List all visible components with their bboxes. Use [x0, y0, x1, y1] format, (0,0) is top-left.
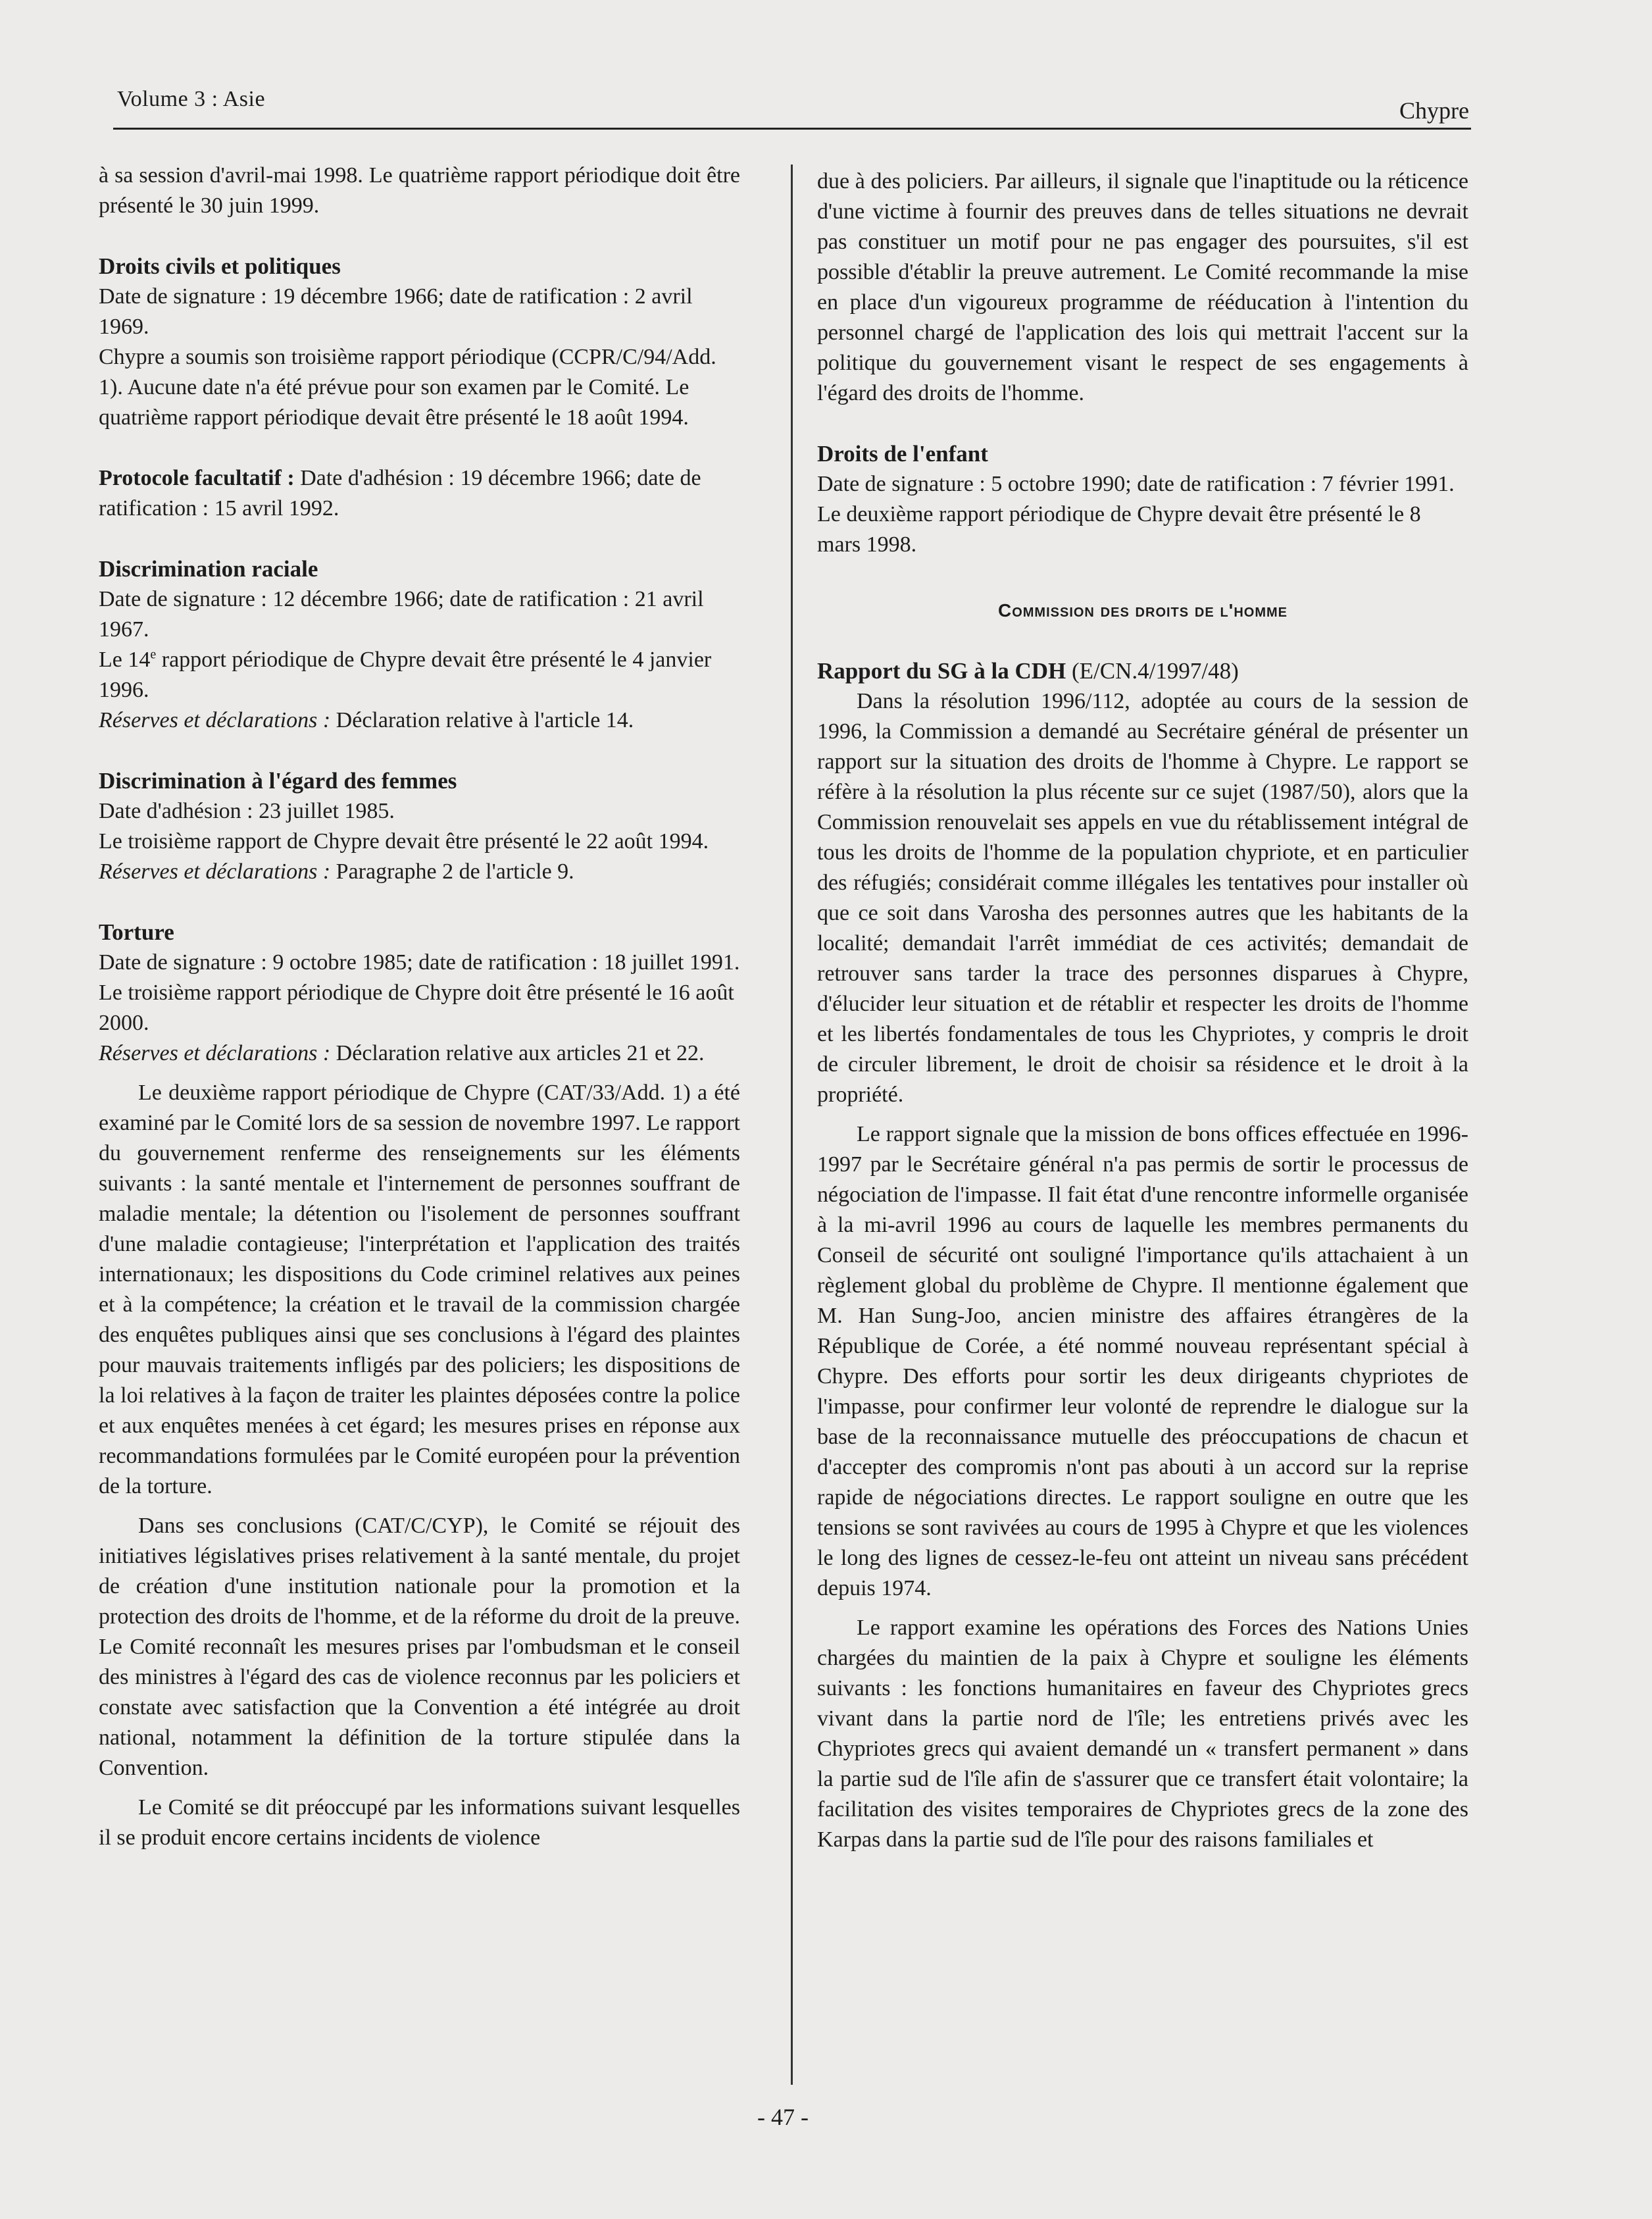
femmes-report: Le troisième rapport de Chypre devait être présenté le 22 août 1994. — [99, 829, 709, 854]
raciale-report-a: Le 14 — [99, 648, 151, 672]
right-column — [817, 166, 1468, 1855]
femmes-reserves — [99, 857, 740, 887]
raciale-report — [99, 645, 740, 705]
heading-torture: Torture — [99, 919, 174, 945]
body-paragraph: Le deuxième rapport périodique de Chypre (CAT/33/Add. 1) a été examiné par le Comité lors de sa session de novembre 1997. Le rapport du gouvernement renferme des renseignements sur les éléments suivants : la santé mentale et l'internement de personnes souffrant de maladie mentale; la détention ou l'isolement de personnes souffrant d'une maladie contagieuse; l'interprétation et l'application des traités internationaux; les dispositions du Code criminel relatives aux peines et à la compétence; la création et le travail de la commission chargée des enquêtes publiques ainsi que ses conclusions à l'égard des plaintes pour mauvais traitements infligés par des policiers; les dispositions de la loi relatives à la façon de traiter les plaintes déposées contre la police et aux enquêtes menées à cet égard; les mesures prises en réponse aux recommandations formulées par le Comité européen pour la prévention de la torture. — [99, 1081, 740, 1498]
reserves-text: Déclaration relative à l'article 14. — [330, 708, 634, 732]
intro-paragraph: à sa session d'avril-mai 1998. Le quatrième rapport périodique doit être présenté le 30 juin 1999. — [99, 163, 740, 218]
raciale-reserves — [99, 705, 740, 736]
enfant-report: Le deuxième rapport périodique de Chypre devait être présenté le 8 mars 1998. — [817, 502, 1421, 557]
running-header-right: Chypre — [1399, 97, 1469, 124]
body-paragraph: Dans ses conclusions (CAT/C/CYP), le Comité se réjouit des initiatives législatives prises relativement à la santé mentale, du projet de création d'une institution nationale pour la promotion et la protection des droits de l'homme, et de la réforme du droit de la preuve. Le Comité reconnaît les mesures prises par l'ombudsman et le conseil des ministres à l'égard des cas de violence reconnus par les policiers et constate avec satisfaction que la Convention a été intégrée au droit national, notamment la définition de la torture stipulée dans la Convention. — [99, 1514, 740, 1780]
heading-discrimination-raciale: Discrimination raciale — [99, 556, 318, 582]
reserves-label: Réserves et déclarations : — [99, 708, 331, 732]
body-paragraph: Le rapport examine les opérations des Forces des Nations Unies chargées du maintien de la paix à Chypre et souligne les éléments suivants : les fonctions humanitaires en faveur des Chypriotes grecs vivant dans la partie nord de l'île; les entretiens privés avec les Chypriotes grecs qui avaient demandé un « transfert permanent » dans la partie sud de l'île afin de s'assurer que ce transfert était volontaire; la facilitation des visites temporaires de Chypriotes grecs de la zone des Karpas dans la partie sud de l'île pour des raisons familiales et — [817, 1616, 1468, 1852]
section-title: Commission des droits de l'homme — [997, 600, 1288, 621]
body-paragraph: Dans la résolution 1996/112, adoptée au cours de la session de 1996, la Commission a demandé au Secrétaire général de présenter un rapport sur la situation des droits de l'homme à Chypre. Le rapport se réfère à la résolution la plus récente sur ce sujet (1987/50), alors que la Commission renouvelait ses appels en vue du rétablissement intégral de tous les droits de l'homme de la population chypriote, et en particulier des réfugiés; considérait comme illégales les tentatives pour installer où que ce soit dans Varosha des personnes autres que les habitants de la localité; demandait l'arrêt immédiat de ces activités; demandait de retrouver sans tarder la trace des personnes disparues à Chypre, d'élucider leur situation et de rétablir et respecter les droits de l'homme et les libertés fondamentales de tous les Chypriotes, y compris le droit de circuler librement, le droit de choisir sa résidence et le droit à la propriété. — [817, 689, 1468, 1107]
page-number: - 47 - — [757, 2104, 809, 2130]
superscript: e — [150, 647, 157, 662]
heading-droits-civils: Droits civils et politiques — [99, 253, 341, 279]
rapport-reference: (E/CN.4/1997/48) — [1066, 658, 1239, 684]
continued-paragraph: due à des policiers. Par ailleurs, il signale que l'inaptitude ou la réticence d'une victime à fournir des preuves dans de telles situations ne devrait pas constituer un motif pour ne pas engager des poursuites, s'il est possible d'établir la preuve autrement. Le Comité recommande la mise en place d'un vigoureux programme de rééducation à l'intention du personnel chargé de l'application des lois qui mettrait l'accent sur la politique du gouvernement visant le respect de ses engagements à l'égard des droits de l'homme. — [817, 169, 1468, 405]
left-column — [99, 161, 740, 1853]
torture-reserves — [99, 1038, 740, 1069]
body-paragraph: Le Comité se dit préoccupé par les informations suivant lesquelles il se produit encore certains incidents de violence — [99, 1795, 740, 1850]
header-rule — [113, 128, 1471, 130]
torture-dates: Date de signature : 9 octobre 1985; date de ratification : 18 juillet 1991. — [99, 950, 740, 975]
civils-report: Chypre a soumis son troisième rapport périodique (CCPR/C/94/Add. 1). Aucune date n'a été prévue pour son examen par le Comité. Le quatrième rapport périodique devait être présenté le 18 août 1994. — [99, 345, 716, 430]
enfant-dates: Date de signature : 5 octobre 1990; date de ratification : 7 février 1991. — [817, 472, 1455, 496]
femmes-dates: Date d'adhésion : 23 juillet 1985. — [99, 799, 395, 823]
raciale-dates: Date de signature : 12 décembre 1966; date de ratification : 21 avril 1967. — [99, 587, 704, 642]
protocole-facultatif — [99, 463, 740, 524]
reserves-text: Déclaration relative aux articles 21 et 22. — [330, 1041, 705, 1065]
column-divider — [791, 165, 793, 2085]
heading-protocole: Protocole facultatif : — [99, 466, 295, 490]
civils-dates: Date de signature : 19 décembre 1966; date de ratification : 2 avril 1969. — [99, 284, 693, 339]
heading-discrimination-femmes: Discrimination à l'égard des femmes — [99, 768, 457, 794]
body-paragraph: Le rapport signale que la mission de bons offices effectuée en 1996-1997 par le Secrétaire général n'a pas permis de sortir le processus de négociation de l'impasse. Il fait état d'une rencontre informelle organisée à la mi-avril 1996 au cours de laquelle les membres permanents du Conseil de sécurité ont souligné l'importance qu'ils attachaient à un règlement global du problème de Chypre. Il mentionne également que M. Han Sung-Joo, ancien ministre des affaires étrangères de la République de Corée, a été nommé nouveau représentant spécial à Chypre. Des efforts pour sortir les deux dirigeants chypriotes de l'impasse, pour confirmer leur volonté de reprendre le dialogue sur la base de la reconnaissance mutuelle des préoccupations de chacun et d'accepter des compromis n'ont pas abouti à un accord sur la reprise rapide de négociations directes. Le rapport souligne en outre que les tensions se sont ravivées au cours de 1995 à Chypre et que les violences le long des lignes de cessez-le-feu ont atteint un niveau sans précédent depuis 1974. — [817, 1122, 1468, 1600]
raciale-report-b: rapport périodique de Chypre devait être présenté le 4 janvier 1996. — [99, 648, 712, 702]
heading-rapport-sg — [817, 656, 1468, 686]
reserves-label: Réserves et déclarations : — [99, 1041, 331, 1065]
protocole-text: Date d'adhésion : 19 décembre 1966; date de ratification : 15 avril 1992. — [99, 466, 701, 521]
reserves-label: Réserves et déclarations : — [99, 859, 331, 884]
heading-droits-enfant: Droits de l'enfant — [817, 441, 988, 467]
running-header-left: Volume 3 : Asie — [117, 87, 266, 111]
rapport-heading: Rapport du SG à la CDH — [817, 658, 1066, 684]
torture-report: Le troisième rapport périodique de Chypre doit être présenté le 16 août 2000. — [99, 981, 734, 1035]
reserves-text: Paragraphe 2 de l'article 9. — [330, 859, 574, 884]
